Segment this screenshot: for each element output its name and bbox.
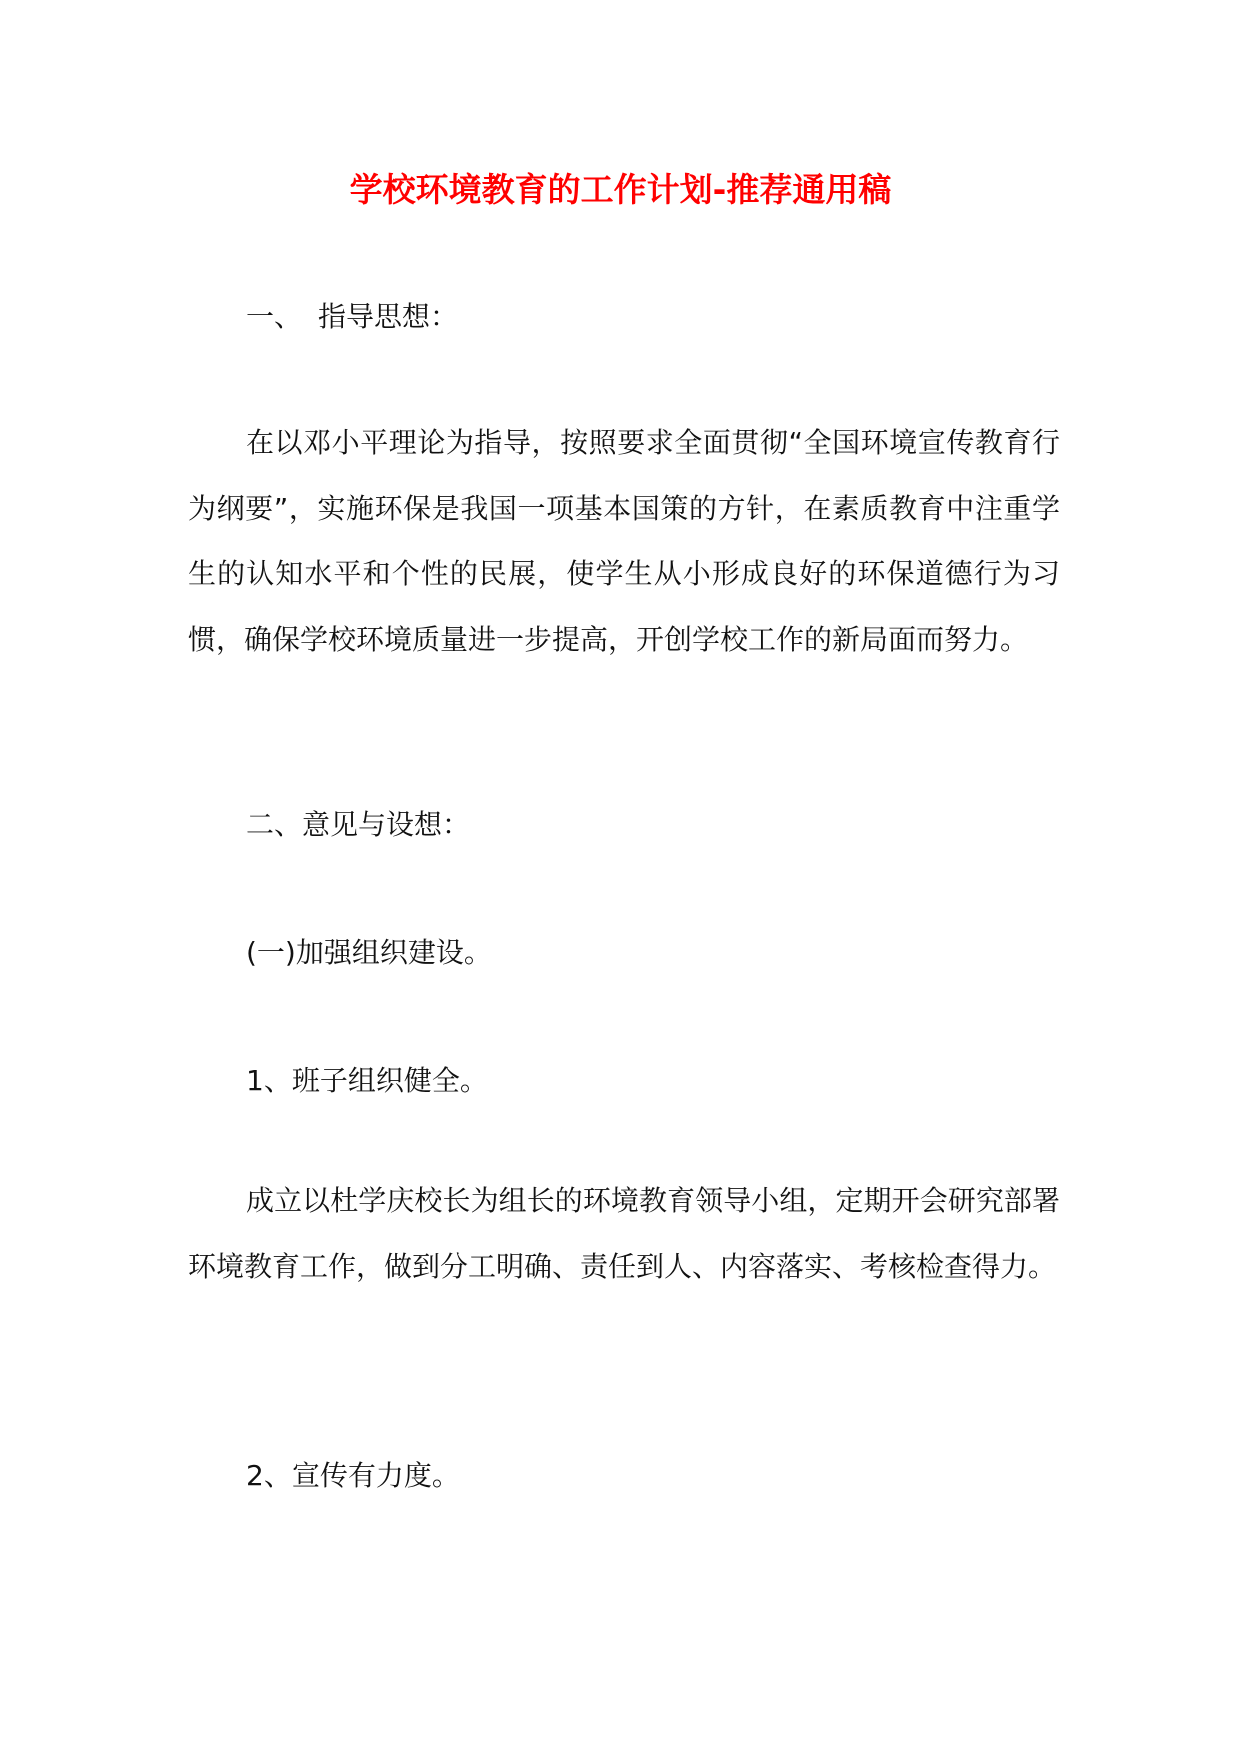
list-item-publicity: 2、宣传有力度。 [246, 1459, 460, 1492]
section-heading-opinions: 二、意见与设想： [246, 808, 471, 841]
paragraph-leadership-group: 成立以杜学庆校长为组长的环境教育领导小组，定期开会研究部署环境教育工作，做到分工明确、责任到人、内容落实、考核检查得力。 [188, 1184, 1060, 1283]
paragraph-guiding-ideology: 在以邓小平理论为指导，按照要求全面贯彻“全国环境宣传教育行为纲要”，实施环保是我国一项基本国策的方针，在素质教育中注重学生的认知水平和个性的民展，使学生从小形成良好的环保道德行为习惯，确保学校环境质量进一步提高，开创学校工作的新局面而努力。 [188, 426, 1060, 656]
document-title: 学校环境教育的工作计划-推荐通用稿 [349, 170, 892, 209]
section-heading-guiding-ideology [246, 297, 458, 337]
subsection-heading-organization: (一)加强组织建设。 [246, 936, 492, 969]
section-number: 一、 [246, 300, 303, 333]
list-item-leadership: 1、班子组织健全。 [246, 1064, 488, 1097]
section-heading-label: 指导思想： [318, 300, 459, 333]
